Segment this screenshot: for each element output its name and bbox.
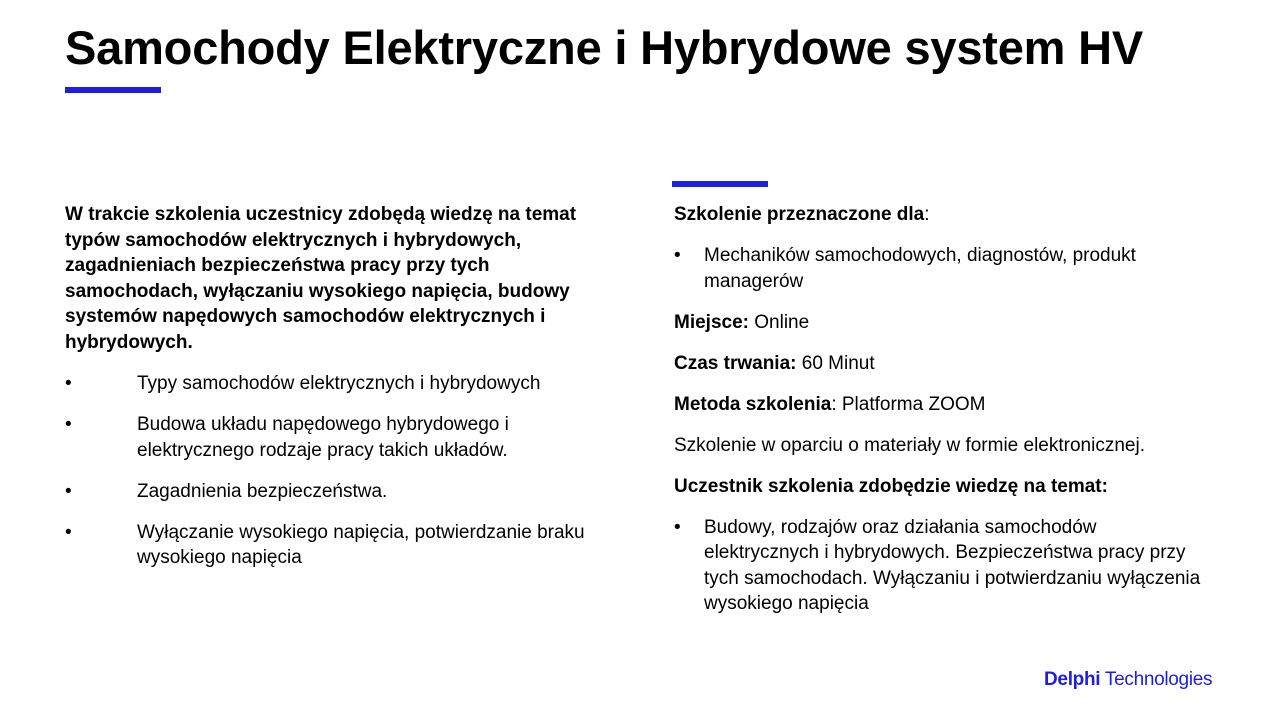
outcome-heading: Uczestnik szkolenia zdobędzie wiedzę na temat: xyxy=(674,475,1108,497)
audience-heading xyxy=(674,202,1214,228)
bullet-icon: • xyxy=(65,521,72,543)
duration-label: Czas trwania: xyxy=(674,352,797,374)
list-item xyxy=(674,515,1214,617)
list-item xyxy=(65,412,595,463)
right-column-accent-bar xyxy=(672,181,768,187)
list-item-text: Typy samochodów elektrycznych i hybrydowych xyxy=(137,373,541,394)
duration-value: 60 Minut xyxy=(801,352,875,374)
bullet-icon: • xyxy=(674,516,681,538)
bullet-icon: • xyxy=(674,245,681,266)
title-accent-bar xyxy=(65,87,161,93)
audience-list xyxy=(674,243,1214,294)
left-column xyxy=(65,202,595,586)
logo-part-delphi: Delphi xyxy=(1044,669,1101,690)
method-value: : Platforma ZOOM xyxy=(831,393,986,415)
logo-part-technologies: Technologies xyxy=(1104,669,1213,690)
list-item-text: Mechaników samochodowych, diagnostów, produkt managerów xyxy=(704,245,1136,292)
outcome-list xyxy=(674,515,1214,617)
list-item-text: Budowy, rodzajów oraz działania samochodów elektrycznych i hybrydowych. Bezpieczeństwa pracy przy tych samochodach. Wyłączaniu i potwierdzaniu wyłączenia wysokiego napięcia xyxy=(704,516,1201,614)
bullet-icon: • xyxy=(65,373,72,394)
page-title: Samochody Elektryczne i Hybrydowe system HV xyxy=(65,21,1144,74)
list-item-text: Zagadnienia bezpieczeństwa. xyxy=(137,480,388,502)
bullet-icon: • xyxy=(65,414,72,435)
topics-list xyxy=(65,371,595,571)
method-row xyxy=(674,392,1214,418)
place-label: Miejsce: xyxy=(674,311,749,333)
list-item-text: Wyłączanie wysokiego napięcia, potwierdzanie braku wysokiego napięcia xyxy=(137,521,585,568)
duration-row xyxy=(674,351,1214,377)
delphi-technologies-logo xyxy=(1044,668,1212,692)
materials-text: Szkolenie w oparciu o materiały w formie elektronicznej. xyxy=(674,434,1145,456)
list-item xyxy=(65,520,595,571)
right-column xyxy=(674,202,1214,632)
place-value: Online xyxy=(754,311,810,333)
place-row xyxy=(674,310,1214,336)
list-item xyxy=(65,479,595,505)
audience-label: Szkolenie przeznaczone dla xyxy=(674,204,925,225)
list-item xyxy=(65,371,595,397)
list-item xyxy=(674,243,1214,294)
bullet-icon: • xyxy=(65,480,72,502)
intro-paragraph: W trakcie szkolenia uczestnicy zdobędą wiedzę na temat typów samochodów elektrycznych i hybrydowych, zagadnieniach bezpieczeństwa pracy przy tych samochodach, wyłączaniu wysokiego napięcia, budowy systemów napędowych samochodów elektrycznych i hybrydowych. xyxy=(65,204,577,353)
method-label: Metoda szkolenia xyxy=(674,393,832,415)
audience-suffix: : xyxy=(924,204,930,225)
list-item-text: Budowa układu napędowego hybrydowego i elektrycznego rodzaje pracy takich układów. xyxy=(137,414,509,461)
